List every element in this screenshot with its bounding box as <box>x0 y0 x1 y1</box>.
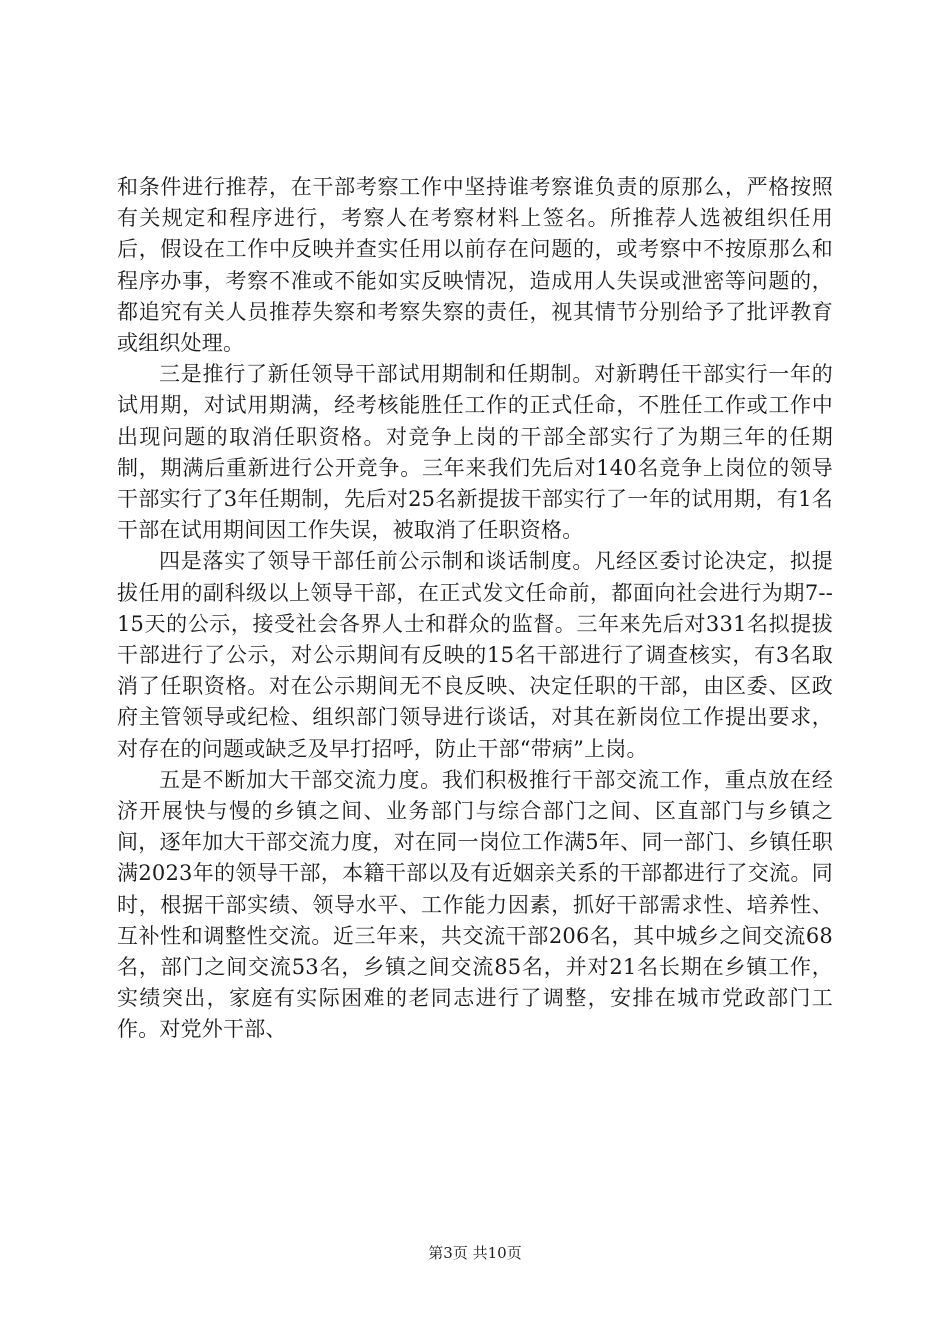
paragraph-continuation: 和条件进行推荐，在干部考察工作中坚持谁考察谁负责的原那么，严格按照有关规定和程序进行，考察人在考察材料上签名。所推荐人选被组织任用后，假设在工作中反映并查实任用以前存在问题的，或考察中不按原那么和程序办事，考察不准或不能如实反映情况，造成用人失误或泄密等问题的，都追究有关人员推荐失察和考察失察的责任，视其情节分别给予了批评教育或组织处理。 <box>117 175 833 356</box>
paragraph-probation-term: 三是推行了新任领导干部试用期制和任期制。对新聘任干部实行一年的试用期，对试用期满，经考核能胜任工作的正式任命，不胜任工作或工作中出现问题的取消任职资格。对竞争上岗的干部全部实行了为期三年的任期制，期满后重新进行公开竞争。三年来我们先后对140名竞争上岗位的领导干部实行了3年任期制，先后对25名新提拔干部实行了一年的试用期，有1名干部在试用期间因工作失误，被取消了任职资格。 <box>117 362 833 543</box>
page-number-footer: 第3页 共10页 <box>428 1244 522 1262</box>
document-body <box>117 172 833 1046</box>
paragraph-public-notice: 四是落实了领导干部任前公示制和谈话制度。凡经区委讨论决定，拟提拔任用的副科级以上领导干部，在正式发文任命前，都面向社会进行为期7--15天的公示，接受社会各界人士和群众的监督。三年来先后对331名拟提拔干部进行了公示，对公示期间有反映的15名干部进行了调查核实，有3名取消了任职资格。对在公示期间无不良反映、决定任职的干部，由区委、区政府主管领导或纪检、组织部门领导进行谈话，对其在新岗位工作提出要求，对存在的问题或缺乏及早打招呼，防止干部“带病”上岗。 <box>117 549 833 761</box>
paragraph-cadre-exchange: 五是不断加大干部交流力度。我们积极推行干部交流工作，重点放在经济开展快与慢的乡镇之间、业务部门与综合部门之间、区直部门与乡镇之间，逐年加大干部交流力度，对在同一岗位工作满5年、同一部门、乡镇任职满2023年的领导干部，本籍干部以及有近姻亲关系的干部都进行了交流。同时，根据干部实绩、领导水平、工作能力因素，抓好干部需求性、培养性、互补性和调整性交流。近三年来，共交流干部206名，其中城乡之间交流68名，部门之间交流53名，乡镇之间交流85名，并对21名长期在乡镇工作，实绩突出，家庭有实际困难的老同志进行了调整，安排在城市党政部门工作。对党外干部、 <box>117 767 833 1042</box>
